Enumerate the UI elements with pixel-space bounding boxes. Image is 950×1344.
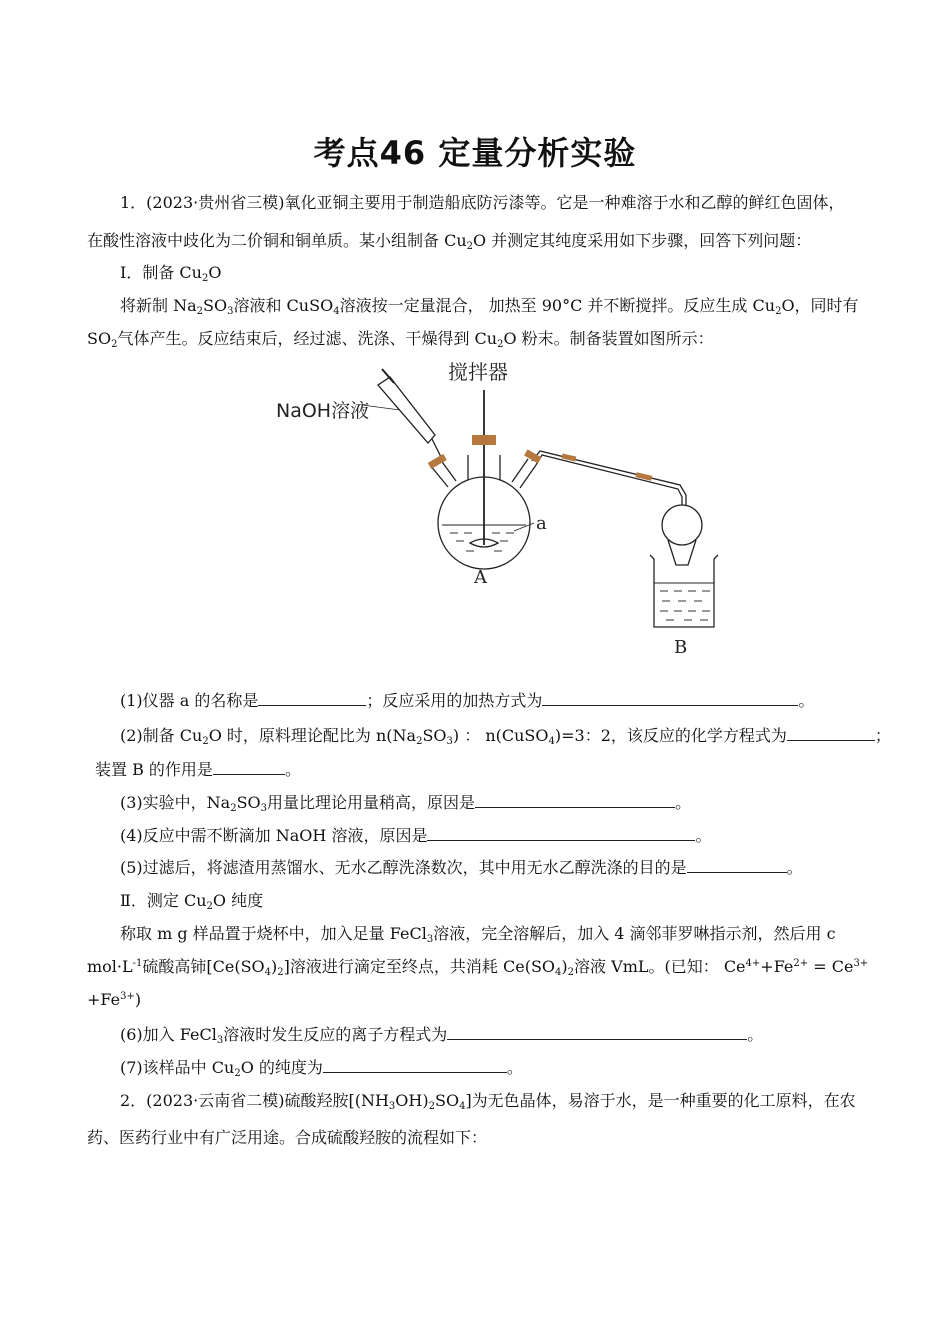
page-title: 考点46 定量分析实验 bbox=[313, 134, 637, 172]
dropping-funnel bbox=[378, 377, 435, 443]
answer-blank[interactable] bbox=[323, 1058, 507, 1073]
stirrer-label: 搅拌器 bbox=[448, 360, 508, 384]
q2-line2: 药、医药行业中有广泛用途。合成硫酸羟胺的流程如下： bbox=[87, 1128, 488, 1147]
label-A: A bbox=[474, 567, 487, 588]
label-a: a bbox=[536, 513, 547, 534]
q1-sub2-cont: 装置 B 的作用是 。 bbox=[95, 760, 301, 779]
inverted-funnel-stem bbox=[668, 540, 696, 565]
q1-sub7: (7)该样品中 $Cu_2O$ 的纯度为 。 bbox=[120, 1058, 523, 1079]
flask-a-liquid-dashes bbox=[450, 533, 514, 551]
q1-intro-line1: 1．(2023·贵州省三模)氧化亚铜主要用于制造船底防污漆等。它是一种难溶于水和乙醇的鲜红色固体， bbox=[120, 193, 845, 212]
q1-sub5: (5)过滤后，将滤渣用蒸馏水、无水乙醇洗涤数次，其中用无水乙醇洗涤的目的是 。 bbox=[120, 858, 803, 877]
left-stopper bbox=[428, 454, 447, 469]
inverted-funnel bbox=[662, 505, 702, 545]
q1-sub2: (2)制备 $Cu_2O$ 时，原料理论配比为 $n(Na_2SO_3)$ ： n(CuSO$_4$)=3：2，该反应的化学方程式为 ； bbox=[120, 726, 891, 747]
beaker-liquid-dashes bbox=[660, 591, 710, 620]
part2-heading: Ⅱ．测定 $Cu_2O$ 纯度 bbox=[120, 891, 264, 912]
q1-sub3: (3)实验中，$Na_2SO_3$用量比理论用量稍高，原因是 。 bbox=[120, 793, 692, 814]
q1-sub6: (6)加入 FeCl$_3$溶液时发生反应的离子方程式为 。 bbox=[120, 1025, 764, 1046]
answer-blank[interactable] bbox=[213, 760, 285, 775]
answer-blank[interactable] bbox=[687, 858, 787, 873]
q2-line1: 2．(2023·云南省二模)硫酸羟胺$[(NH_3OH)_2SO_4]$为无色晶体，易溶于水，是一种重要的化工原料，在农 bbox=[120, 1091, 856, 1112]
q1-desc-line2: $SO_2$气体产生。反应结束后，经过滤、洗涤、干燥得到 $Cu_2O$ 粉末。制备装置如图所示： bbox=[87, 329, 714, 350]
part1-heading: I．制备 $Cu_2O$ bbox=[120, 263, 222, 284]
q1-sub1: (1)仪器 a 的名称是 ；反应采用的加热方式为 。 bbox=[120, 691, 815, 710]
answer-blank[interactable] bbox=[787, 726, 875, 741]
q1-intro-line2: 在酸性溶液中歧化为二价铜和铜单质。某小组制备 $Cu_2O$ 并测定其纯度采用如下步骤，回答下列问题： bbox=[87, 231, 812, 252]
q1-desc-line4: $mol\cdot L^{-1}$硫酸高铈$[Ce(SO_4)_2]$溶液进行滴定至终点，共消耗 $Ce(SO_4)_2$溶液 VmL。(已知： $Ce^{4+}+Fe^{2+} = Ce^{3+}$ bbox=[87, 957, 869, 978]
label-B: B bbox=[674, 637, 688, 658]
q1-desc-line1: 将新制 $Na_2SO_3$溶液和 CuSO$_4$溶液按一定量混合， 加热至 90°C 并不断搅拌。反应生成 $Cu_2O$，同时有 bbox=[120, 296, 859, 317]
answer-blank[interactable] bbox=[258, 691, 366, 706]
delivery-tube bbox=[532, 451, 686, 505]
q1-desc-line3: 称取 m g 样品置于烧杯中，加入足量 FeCl$_3$溶液，完全溶解后，加入 4 滴邻菲罗啉指示剂，然后用 c bbox=[120, 924, 836, 945]
answer-blank[interactable] bbox=[475, 793, 675, 808]
answer-blank[interactable] bbox=[427, 826, 695, 841]
center-stopper bbox=[472, 435, 496, 445]
naoh-label: NaOH溶液 bbox=[276, 400, 370, 422]
answer-blank[interactable] bbox=[447, 1025, 747, 1040]
apparatus-figure bbox=[270, 355, 730, 665]
flask-a-right-neck bbox=[512, 459, 536, 488]
q1-sub4: (4)反应中需不断滴加 NaOH 溶液，原因是 。 bbox=[120, 826, 712, 845]
q1-desc-line5: $+Fe^{3+}$) bbox=[87, 990, 142, 1009]
a-leader-line bbox=[514, 523, 534, 531]
answer-blank[interactable] bbox=[542, 691, 798, 706]
